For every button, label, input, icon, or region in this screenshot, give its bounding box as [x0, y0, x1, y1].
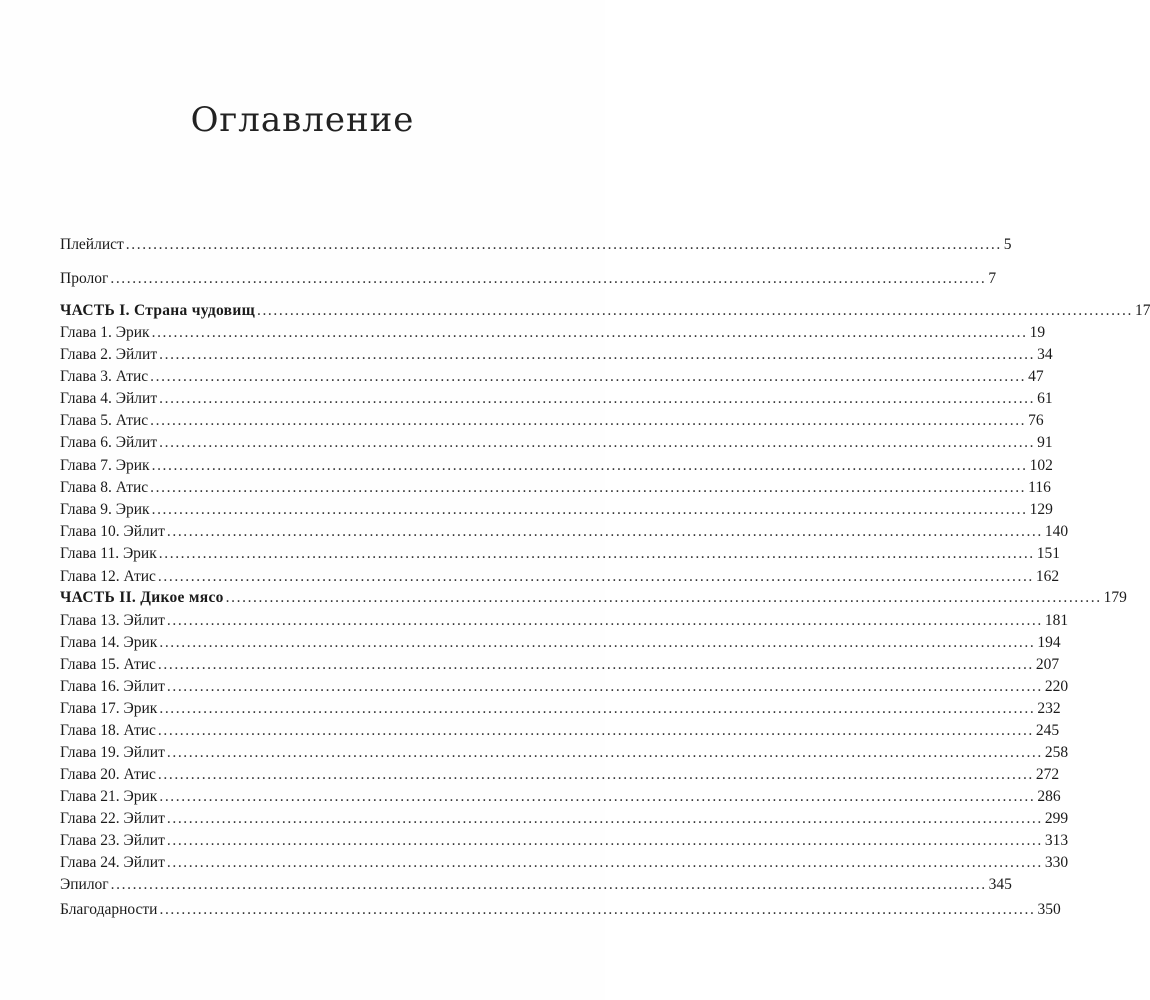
toc-page-number: 232 [1037, 700, 1061, 717]
toc-page-number: 5 [1003, 236, 1012, 253]
dot-leader: ................................................................................................................................................................ [166, 854, 1043, 871]
toc-entry [60, 477, 1051, 499]
page-title: Оглавление [190, 100, 415, 140]
dot-leader: ................................................................................................................................................................ [110, 876, 987, 893]
toc-page-number: 116 [1028, 479, 1051, 496]
toc-entry-label: Глава 9. Эрик [60, 501, 150, 518]
toc-page-number: 272 [1035, 766, 1060, 783]
toc-entry-label: Плейлист [60, 236, 124, 253]
dot-leader: ................................................................................................................................................................ [159, 346, 1036, 363]
toc-entry [60, 432, 1053, 454]
dot-leader: ................................................................................................................................................................ [166, 810, 1043, 827]
toc-page-number: 17 [1134, 302, 1150, 319]
dot-leader: ................................................................................................................................................................ [159, 390, 1036, 407]
dot-leader: ................................................................................................................................................................ [157, 656, 1034, 673]
dot-leader: ................................................................................................................................................................ [166, 612, 1043, 629]
toc-entry [60, 808, 1069, 830]
toc-page-number: 345 [988, 876, 1012, 893]
toc-entry [60, 344, 1053, 366]
toc-page-number: 194 [1037, 634, 1061, 651]
toc-entry-label: Глава 22. Эйлит [60, 810, 165, 827]
toc-entry-label: Пролог [60, 270, 109, 287]
toc-entry [60, 410, 1044, 432]
dot-leader: ................................................................................................................................................................ [166, 832, 1043, 849]
toc-entry [60, 764, 1060, 786]
toc-entry [60, 322, 1046, 344]
toc-page-number: 91 [1037, 434, 1053, 451]
toc-page-number: 19 [1029, 324, 1046, 341]
toc-entry-label: Глава 24. Эйлит [60, 854, 165, 871]
dot-leader: ................................................................................................................................................................ [150, 479, 1027, 496]
dot-leader: ................................................................................................................................................................ [157, 766, 1034, 783]
toc-entry-label: Глава 20. Атис [60, 766, 156, 783]
dot-leader: ................................................................................................................................................................ [159, 788, 1036, 805]
toc-entry-label: Глава 1. Эрик [60, 324, 150, 341]
toc-entry-label: Глава 6. Эйлит [60, 434, 158, 451]
toc-page-number: 140 [1044, 523, 1069, 540]
toc-page-number: 61 [1037, 390, 1053, 407]
toc-entry [60, 234, 1012, 256]
toc-entry [60, 610, 1069, 632]
toc-page-number: 258 [1044, 744, 1069, 761]
toc-entry [60, 632, 1061, 654]
dot-leader: ................................................................................................................................................................ [110, 270, 987, 287]
toc-page-number: 286 [1037, 788, 1061, 805]
toc-entry-label: Глава 16. Эйлит [60, 678, 165, 695]
toc-entry [60, 543, 1061, 565]
toc-entry [60, 698, 1061, 720]
dot-leader: ................................................................................................................................................................ [225, 589, 1102, 606]
toc-page-number: 245 [1035, 722, 1060, 739]
toc-entry-label: Глава 19. Эйлит [60, 744, 165, 761]
toc-page-number: 7 [988, 270, 997, 287]
dot-leader: ................................................................................................................................................................ [166, 523, 1043, 540]
toc-entry-label: Глава 7. Эрик [60, 457, 150, 474]
dot-leader: ................................................................................................................................................................ [166, 744, 1043, 761]
toc-page-number: 313 [1044, 832, 1069, 849]
toc-page-number: 76 [1028, 412, 1044, 429]
toc-entry [60, 874, 1012, 896]
dot-leader: ................................................................................................................................................................ [159, 634, 1036, 651]
dot-leader: ................................................................................................................................................................ [151, 457, 1028, 474]
toc-page-number: 220 [1044, 678, 1069, 695]
toc-entry [60, 720, 1060, 742]
toc-page-number: 129 [1029, 501, 1053, 518]
toc-page-number: 162 [1035, 568, 1060, 585]
toc-entry-label: Глава 13. Эйлит [60, 612, 165, 629]
toc-entry [60, 566, 1060, 588]
toc-entry-label: Глава 18. Атис [60, 722, 156, 739]
toc-part-entry [60, 300, 1150, 322]
dot-leader: ................................................................................................................................................................ [158, 545, 1035, 562]
toc-entry-label: Глава 15. Атис [60, 656, 156, 673]
toc-entry [60, 742, 1069, 764]
toc-entry-label: Глава 21. Эрик [60, 788, 158, 805]
dot-leader: ................................................................................................................................................................ [159, 700, 1036, 717]
dot-leader: ................................................................................................................................................................ [157, 568, 1034, 585]
toc-entry [60, 899, 1061, 921]
toc-entry-label: Глава 5. Атис [60, 412, 149, 429]
toc-entry-label [60, 300, 255, 322]
toc-entry [60, 830, 1069, 852]
toc-entry-label: Глава 14. Эрик [60, 634, 158, 651]
toc-entry [60, 388, 1053, 410]
dot-leader: ................................................................................................................................................................ [159, 434, 1036, 451]
dot-leader: ................................................................................................................................................................ [151, 501, 1028, 518]
dot-leader: ................................................................................................................................................................ [166, 678, 1043, 695]
toc-page-number: 34 [1037, 346, 1053, 363]
toc-part-number: ЧАСТЬ II. [60, 589, 137, 606]
toc-page-number: 181 [1044, 612, 1069, 629]
toc-entry [60, 366, 1044, 388]
dot-leader: ................................................................................................................................................................ [151, 324, 1028, 341]
toc-entry-label: Глава 10. Эйлит [60, 523, 165, 540]
toc-page-number: 350 [1037, 901, 1061, 918]
toc-entry [60, 521, 1069, 543]
toc-page-number: 207 [1035, 656, 1060, 673]
toc-page-number: 102 [1029, 457, 1053, 474]
toc-entry [60, 852, 1069, 874]
toc-page-number: 330 [1044, 854, 1069, 871]
dot-leader: ................................................................................................................................................................ [125, 236, 1002, 253]
dot-leader: ................................................................................................................................................................ [150, 368, 1027, 385]
toc-page-number: 299 [1044, 810, 1069, 827]
toc-part-title: Дикое мясо [136, 589, 224, 606]
toc-entry-label: Глава 4. Эйлит [60, 390, 158, 407]
toc-part-entry [60, 587, 1127, 609]
toc-entry-label [60, 587, 224, 609]
toc-part-number: ЧАСТЬ I. [60, 302, 130, 319]
toc-page-number: 179 [1103, 589, 1127, 606]
toc-entry [60, 676, 1069, 698]
toc-entry [60, 786, 1061, 808]
dot-leader: ................................................................................................................................................................ [150, 412, 1027, 429]
toc-entry-label: Глава 12. Атис [60, 568, 156, 585]
toc-page-number: 151 [1036, 545, 1061, 562]
dot-leader: ................................................................................................................................................................ [159, 901, 1036, 918]
toc-entry-label: Глава 23. Эйлит [60, 832, 165, 849]
toc-part-title: Страна чудовищ [129, 302, 255, 319]
toc-entry [60, 499, 1053, 521]
toc-entry [60, 455, 1053, 477]
toc-entry [60, 654, 1060, 676]
toc-entry-label: Глава 11. Эрик [60, 545, 157, 562]
toc-entry-label: Эпилог [60, 876, 109, 893]
table-of-contents [60, 0, 1150, 1000]
toc-page-number: 47 [1028, 368, 1044, 385]
toc-entry-label: Глава 8. Атис [60, 479, 149, 496]
toc-entry-label: Глава 2. Эйлит [60, 346, 158, 363]
toc-entry-label: Глава 3. Атис [60, 368, 149, 385]
toc-entry-label: Глава 17. Эрик [60, 700, 158, 717]
toc-entry-label: Благодарности [60, 901, 158, 918]
dot-leader: ................................................................................................................................................................ [256, 302, 1133, 319]
toc-entry [60, 268, 997, 290]
dot-leader: ................................................................................................................................................................ [157, 722, 1034, 739]
